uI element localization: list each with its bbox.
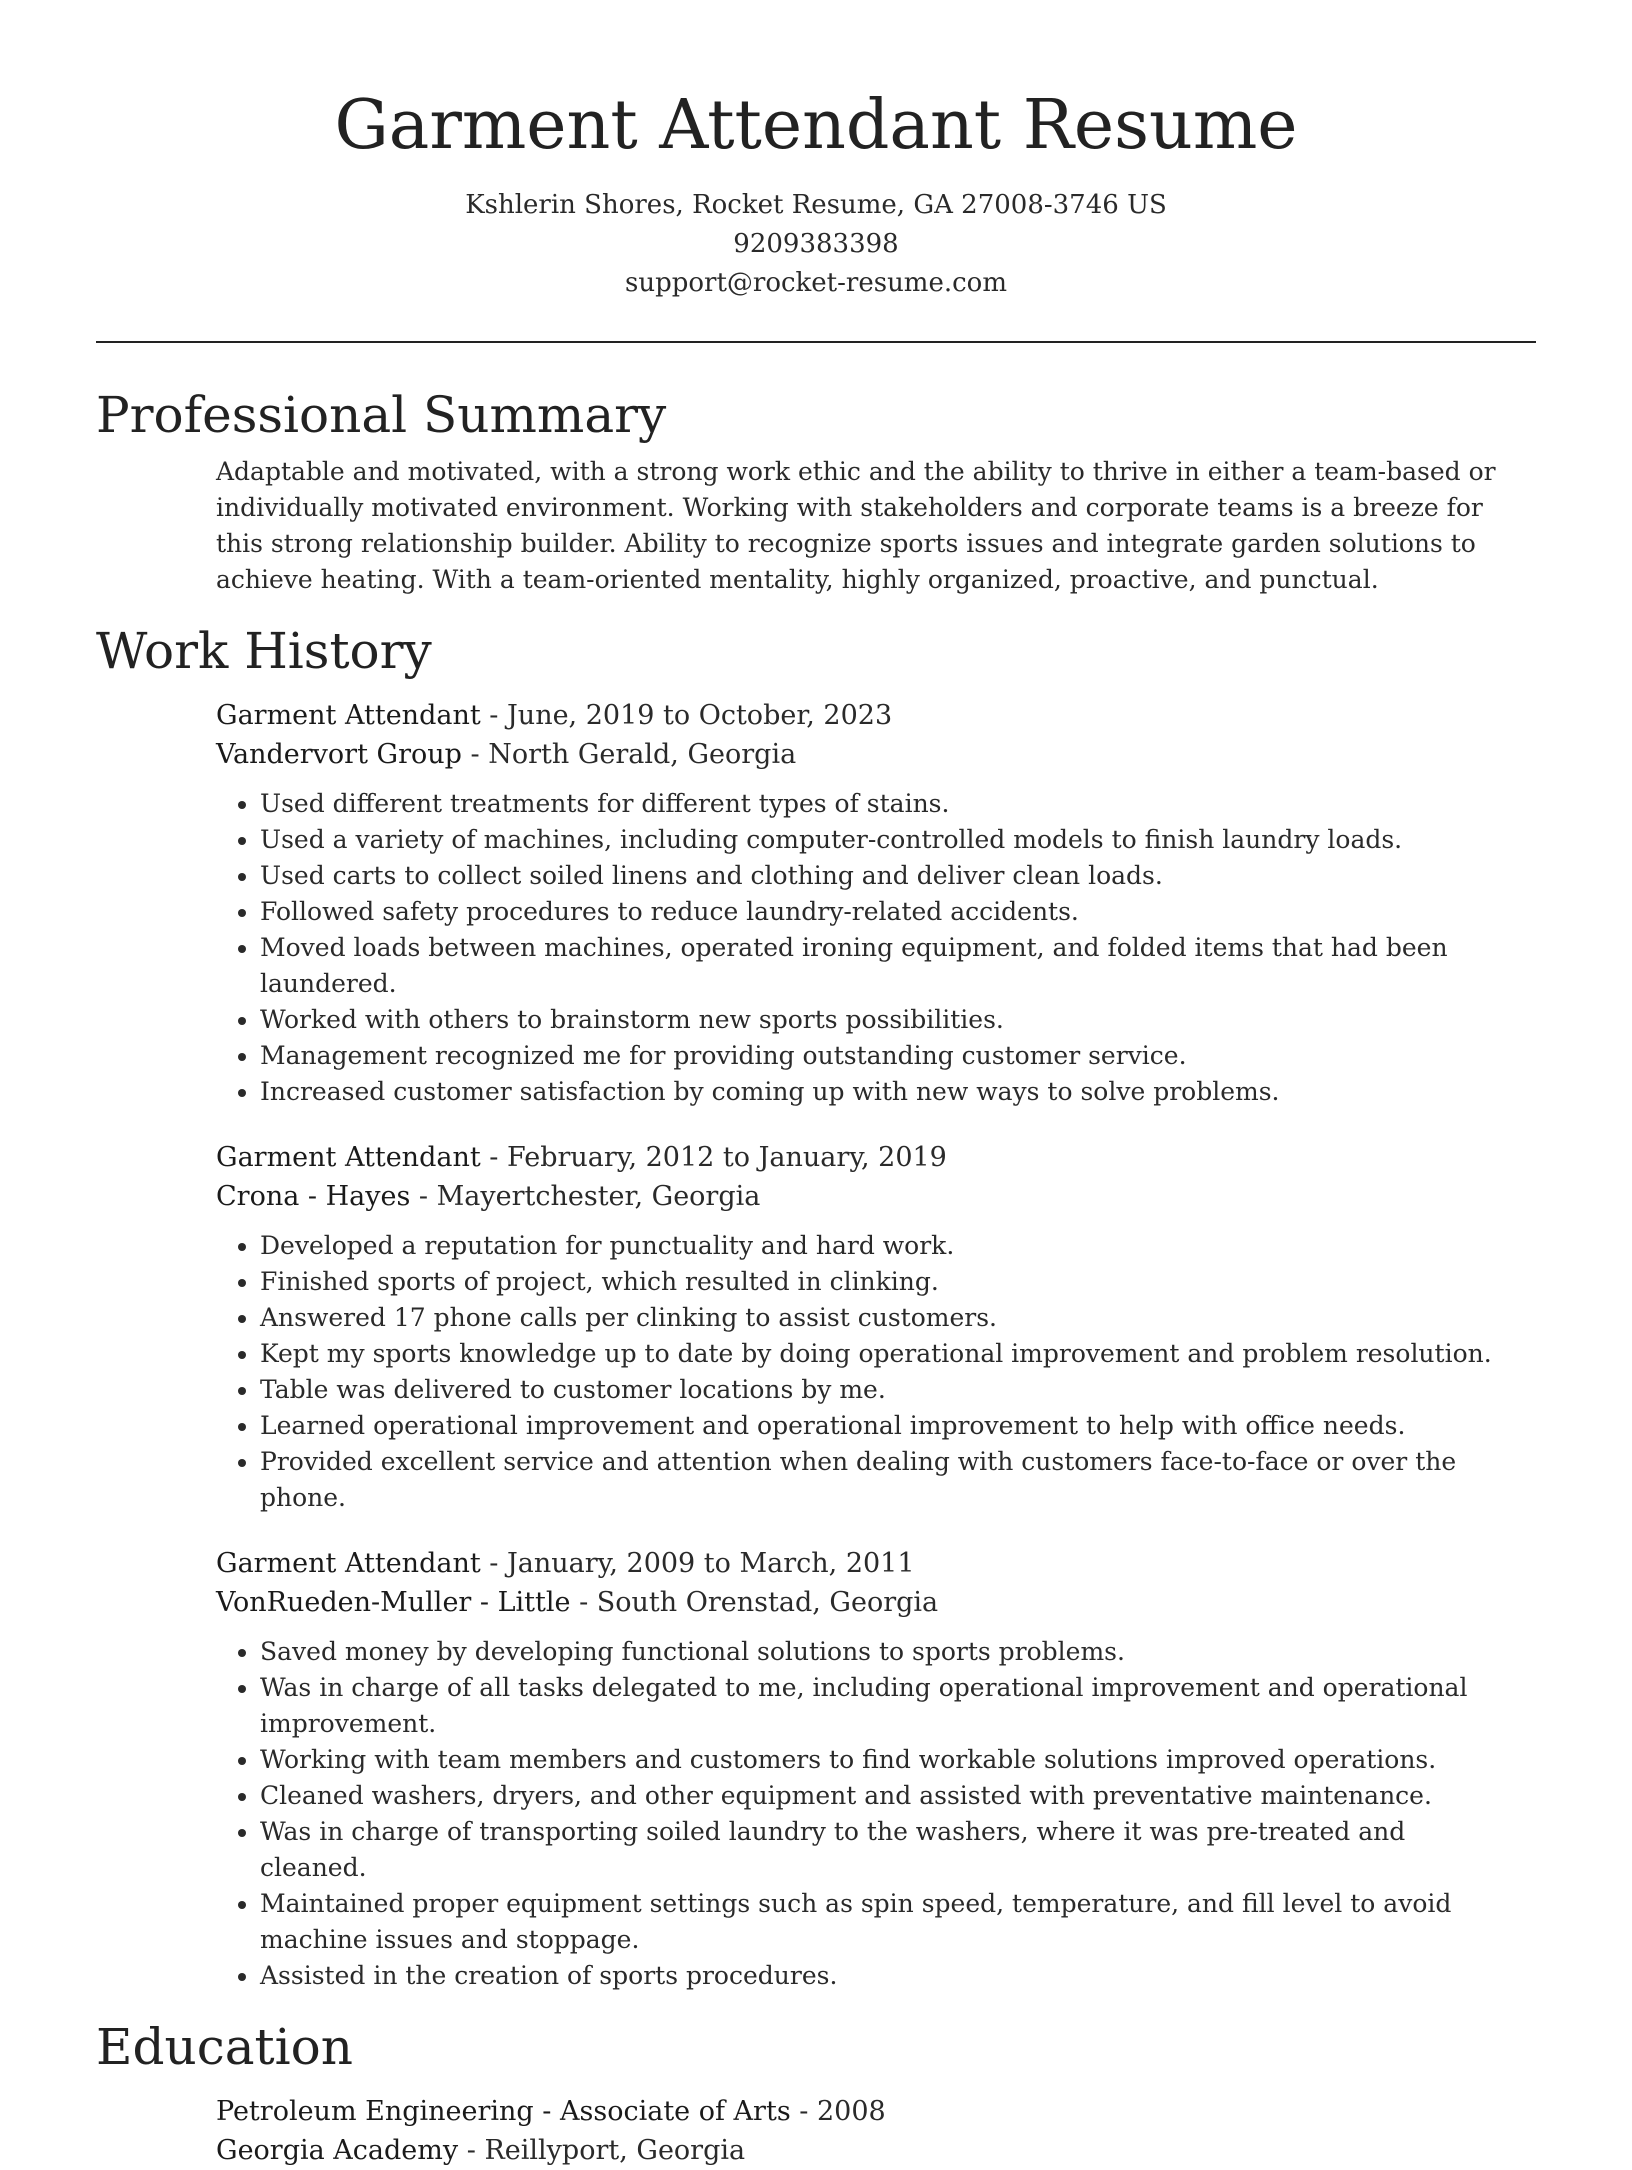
education-year: - 2008 [790, 2096, 886, 2127]
job-duties-list [216, 1634, 1516, 1994]
job-duty: • Working with team members and customers to find workable solutions improved operations. [260, 1742, 1516, 1778]
job-title: Garment Attendant [216, 1142, 481, 1173]
job-dates: - January, 2009 to March, 2011 [480, 1548, 915, 1579]
job-duty: • Answered 17 phone calls per clinking to assist customers. [260, 1300, 1516, 1336]
job-duty: • Management recognized me for providing outstanding customer service. [260, 1038, 1516, 1074]
job-entry [216, 696, 1516, 1110]
contact-email: support@rocket-resume.com [624, 268, 1007, 298]
job-dates: - June, 2019 to October, 2023 [480, 700, 893, 731]
education-location: - Reillyport, Georgia [458, 2135, 746, 2166]
job-company: Vandervort Group [216, 739, 462, 770]
header-divider [96, 341, 1536, 343]
job-duty: • Used a variety of machines, including computer-controlled models to finish laundry loads. [260, 822, 1516, 858]
job-duty: • Finished sports of project, which resulted in clinking. [260, 1264, 1516, 1300]
work-history-heading: Work History [96, 622, 432, 680]
job-entry [216, 1138, 1516, 1516]
job-location: - North Gerald, Georgia [461, 739, 797, 770]
job-company-line [216, 735, 1516, 774]
job-title-line [216, 1138, 1516, 1177]
job-duty: • Cleaned washers, dryers, and other equipment and assisted with preventative maintenance. [260, 1778, 1516, 1814]
job-title-line [216, 1544, 1516, 1583]
job-duty: • Used carts to collect soiled linens and clothing and deliver clean loads. [260, 858, 1516, 894]
job-location: - Mayertchester, Georgia [410, 1181, 761, 1212]
education-school-line [216, 2131, 1516, 2170]
job-duty: • Kept my sports knowledge up to date by doing operational improvement and problem resolution. [260, 1336, 1516, 1372]
job-duty: • Was in charge of transporting soiled laundry to the washers, where it was pre-treated and cleaned. [260, 1814, 1516, 1886]
contact-phone: 9209383398 [733, 229, 899, 259]
contact-address: Kshlerin Shores, Rocket Resume, GA 27008-3746 US [465, 190, 1167, 220]
job-duties-list [216, 1228, 1516, 1516]
job-duty: • Provided excellent service and attention when dealing with customers face-to-face or over the phone. [260, 1444, 1516, 1516]
job-title-line [216, 696, 1516, 735]
education-section [216, 2092, 1516, 2170]
job-title: Garment Attendant [216, 1548, 481, 1579]
job-duty: • Increased customer satisfaction by coming up with new ways to solve problems. [260, 1074, 1516, 1110]
job-duty: • Worked with others to brainstorm new sports possibilities. [260, 1002, 1516, 1038]
job-duty: • Saved money by developing functional solutions to sports problems. [260, 1634, 1516, 1670]
resume-header [0, 0, 1632, 303]
summary-heading: Professional Summary [96, 386, 667, 444]
job-location: - South Orenstad, Georgia [570, 1587, 939, 1618]
job-duty: • Moved loads between machines, operated ironing equipment, and folded items that had been laundered. [260, 930, 1516, 1002]
summary-section [216, 454, 1516, 598]
job-duty: • Developed a reputation for punctuality and hard work. [260, 1228, 1516, 1264]
job-duty: • Maintained proper equipment settings such as spin speed, temperature, and fill level to avoid machine issues and stoppage. [260, 1886, 1516, 1958]
job-duty: • Followed safety procedures to reduce laundry-related accidents. [260, 894, 1516, 930]
job-duty: • Assisted in the creation of sports procedures. [260, 1958, 1516, 1994]
contact-info [0, 186, 1632, 303]
job-company: VonRueden-Muller - Little [216, 1587, 571, 1618]
education-school: Georgia Academy [216, 2135, 459, 2166]
resume-content [96, 380, 1536, 2170]
education-degree: Petroleum Engineering - Associate of Arts [216, 2096, 791, 2127]
education-heading: Education [96, 2018, 353, 2076]
job-company-line [216, 1177, 1516, 1216]
job-duty: • Used different treatments for different types of stains. [260, 786, 1516, 822]
job-title: Garment Attendant [216, 700, 481, 731]
job-duties-list [216, 786, 1516, 1110]
job-company-line [216, 1583, 1516, 1622]
job-duty: • Was in charge of all tasks delegated to me, including operational improvement and operational improvement. [260, 1670, 1516, 1742]
job-dates: - February, 2012 to January, 2019 [480, 1142, 947, 1173]
job-company: Crona - Hayes [216, 1181, 411, 1212]
work-history-section [216, 696, 1516, 1994]
job-entry [216, 1544, 1516, 1994]
job-duty: • Learned operational improvement and operational improvement to help with office needs. [260, 1408, 1516, 1444]
job-duty: • Table was delivered to customer locations by me. [260, 1372, 1516, 1408]
summary-text: Adaptable and motivated, with a strong work ethic and the ability to thrive in either a team-based or individually motivated environment. Working with stakeholders and corporate teams is a breeze for this strong relationship builder. Ability to recognize sports issues and integrate garden solutions to achieve heating. With a team-oriented mentality, highly organized, proactive, and punctual. [216, 457, 1496, 594]
page-title: Garment Attendant Resume [334, 86, 1298, 165]
